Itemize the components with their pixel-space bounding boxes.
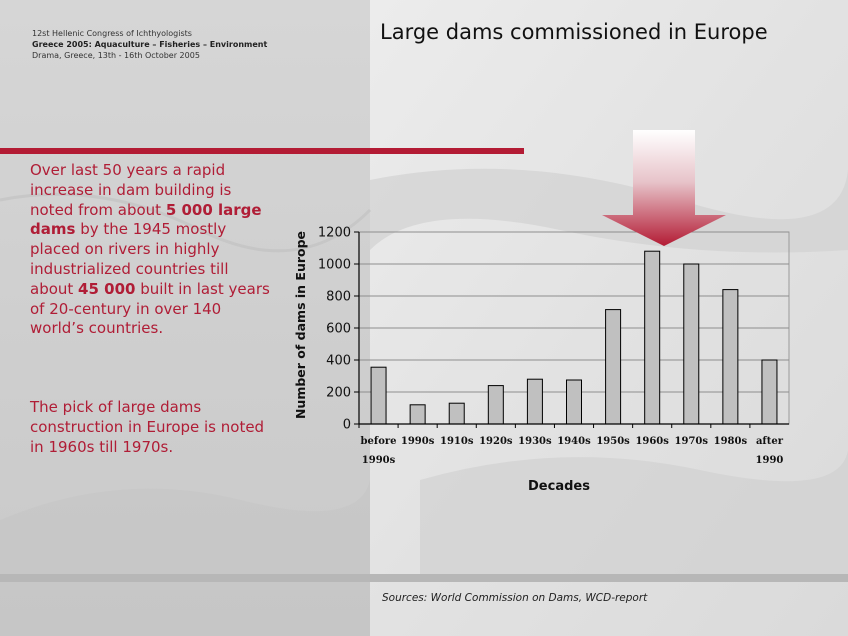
x-tick-label: 1990s (400, 436, 435, 447)
y-tick-label: 1200 (317, 225, 351, 241)
x-tick-label: 1970s (674, 436, 709, 447)
y-tick-label: 800 (326, 289, 351, 305)
bar (723, 290, 738, 424)
x-tick-label: after (755, 436, 783, 447)
p1-text-a: Over last 50 years a rapid increase in dam building is noted from about (30, 161, 232, 219)
x-tick-label: 1940s (557, 436, 591, 447)
slide-title: Large dams commissioned in Europe (380, 20, 768, 44)
body-paragraph-2: The pick of large dams construction in Europe is noted in 1960s till 1970s. (30, 398, 265, 456)
down-arrow-icon (602, 130, 726, 246)
congress-theme: Greece 2005: Aquaculture – Fisheries – Environment (32, 40, 268, 49)
bars (371, 251, 777, 424)
bar (567, 380, 582, 424)
y-tick-label: 200 (326, 385, 351, 401)
congress-place-date: Drama, Greece, 13th - 16th October 2005 (32, 51, 200, 60)
source-citation: Sources: World Commission on Dams, WCD-report (382, 592, 648, 604)
x-tick-label: 1950s (596, 436, 630, 447)
x-tick-label: 1990s (361, 455, 396, 466)
bottom-gray-band (0, 574, 848, 582)
y-axis-label: Number of dams in Europe (293, 230, 308, 420)
x-tick-label: 1910s (439, 436, 474, 447)
x-tick-label: 1990 (755, 455, 784, 466)
bar (645, 251, 660, 424)
x-tick-label: 1930s (518, 436, 552, 447)
p1-text-b: by the 1945 mostly placed on rivers in highly industrialized countries till about (30, 220, 229, 298)
y-tick-labels (318, 226, 351, 433)
p1-highlight-a: 5 000 large dams (30, 200, 262, 239)
p1-text-c: built in last years of 20-century in over 140 world’s countries. (30, 279, 270, 338)
bar (449, 403, 464, 424)
y-tick-label: 600 (326, 321, 351, 337)
bar (762, 360, 777, 424)
bar (684, 264, 699, 424)
x-axis-label: Decades (528, 479, 590, 494)
bar (410, 405, 425, 424)
congress-name: 12st Hellenic Congress of Ichthyologists (32, 29, 192, 38)
bar (488, 386, 503, 424)
x-tick-label: before (360, 436, 397, 447)
bar (371, 367, 386, 424)
y-tick-label: 0 (342, 417, 351, 433)
bar (606, 310, 621, 424)
x-tick-labels (361, 436, 784, 466)
y-tick-label: 1000 (317, 257, 351, 273)
x-tick-label: 1960s (635, 436, 669, 447)
bar (527, 379, 542, 424)
p1-highlight-b: 45 000 (78, 279, 136, 298)
x-tick-label: 1980s (713, 436, 748, 447)
x-tick-label: 1920s (479, 436, 513, 447)
y-tick-label: 400 (326, 353, 351, 369)
